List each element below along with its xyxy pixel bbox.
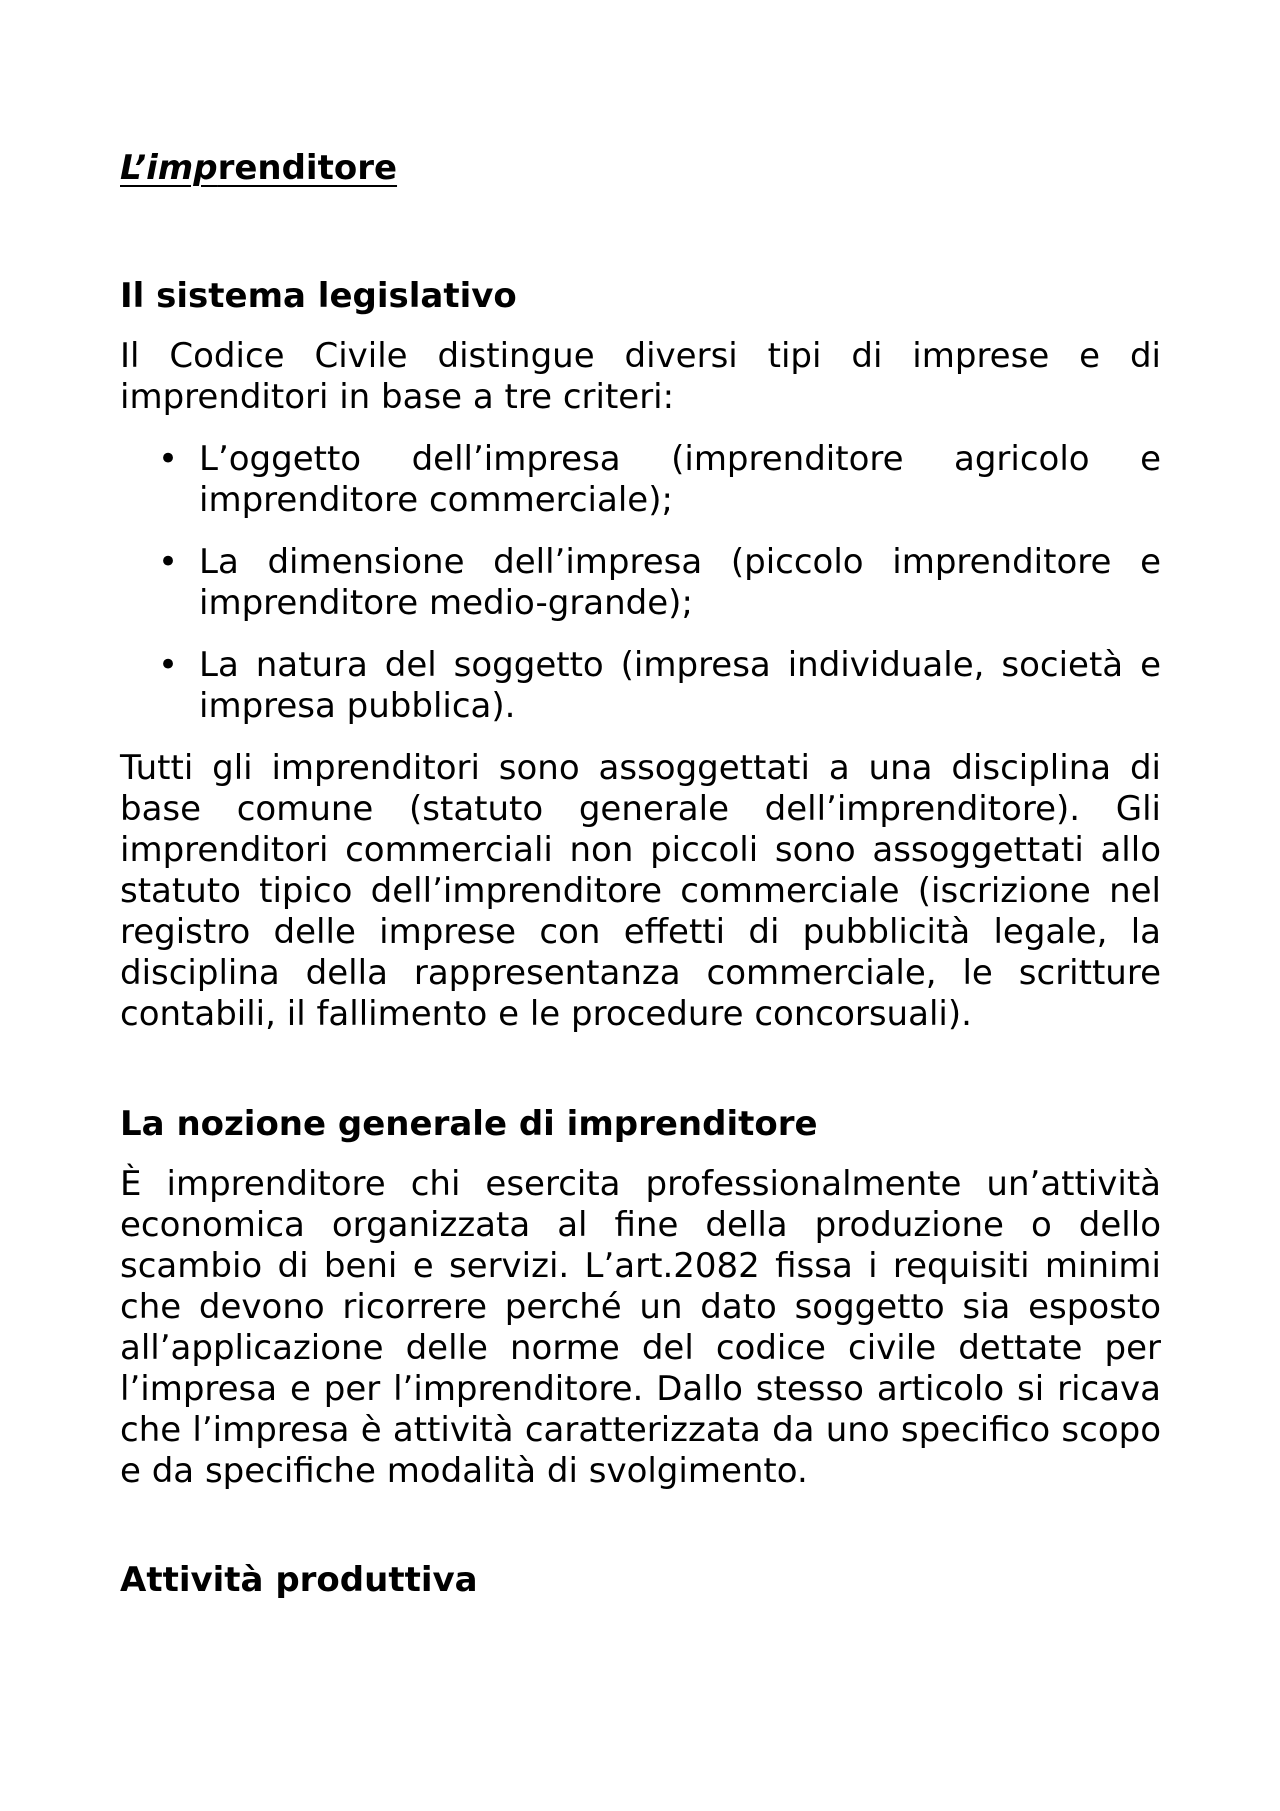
bullet-icon: • (158, 439, 179, 479)
bullet-icon: • (158, 542, 179, 582)
section-heading-sistema-legislativo: Il sistema legislativo (120, 276, 517, 316)
section-intro-paragraph: Il Codice Civile distingue diversi tipi di imprese e di imprenditori in base a tre criteri: (120, 336, 1161, 417)
document-title-italic-part: L’imp (120, 148, 218, 188)
document-title (120, 148, 397, 189)
list-item-text: La natura del soggetto (impresa individuale, società e impresa pubblica). (199, 645, 1161, 726)
section-body-paragraph: È imprenditore chi esercita professionalmente un’attività economica organizzata al fine della produzione o dello scambio di beni e servizi. L’art.2082 fissa i requisiti minimi che devono ricorrere perché un dato soggetto sia esposto all’applicazione delle norme del codice civile dettate per l’impresa e per l’imprenditore. Dallo stesso articolo si ricava che l’impresa è attività caratterizzata da uno specifico scopo e da specifiche modalità di svolgimento. (120, 1164, 1161, 1491)
document-title-rest: renditore (217, 148, 398, 188)
list-item-text: La dimensione dell’impresa (piccolo imprenditore e imprenditore medio-grande); (199, 542, 1161, 623)
list-item (120, 645, 1161, 727)
section-body-paragraph: Tutti gli imprenditori sono assoggettati a una disciplina di base comune (statuto generale dell’imprenditore). Gli imprenditori commerciali non piccoli sono assoggettati allo statuto tipico dell’imprenditore commerciale (iscrizione nel registro delle imprese con effetti di pubblicità legale, la disciplina della rappresentanza commerciale, le scritture contabili, il fallimento e le procedure concorsuali). (120, 748, 1161, 1034)
criteria-bullet-list (120, 439, 1161, 748)
list-item (120, 439, 1161, 521)
list-item (120, 542, 1161, 624)
bullet-icon: • (158, 645, 179, 685)
list-item-text: L’oggetto dell’impresa (imprenditore agricolo e imprenditore commerciale); (199, 439, 1161, 520)
section-heading-attivita-produttiva: Attività produttiva (120, 1560, 478, 1600)
section-heading-nozione-generale: La nozione generale di imprenditore (120, 1104, 818, 1144)
